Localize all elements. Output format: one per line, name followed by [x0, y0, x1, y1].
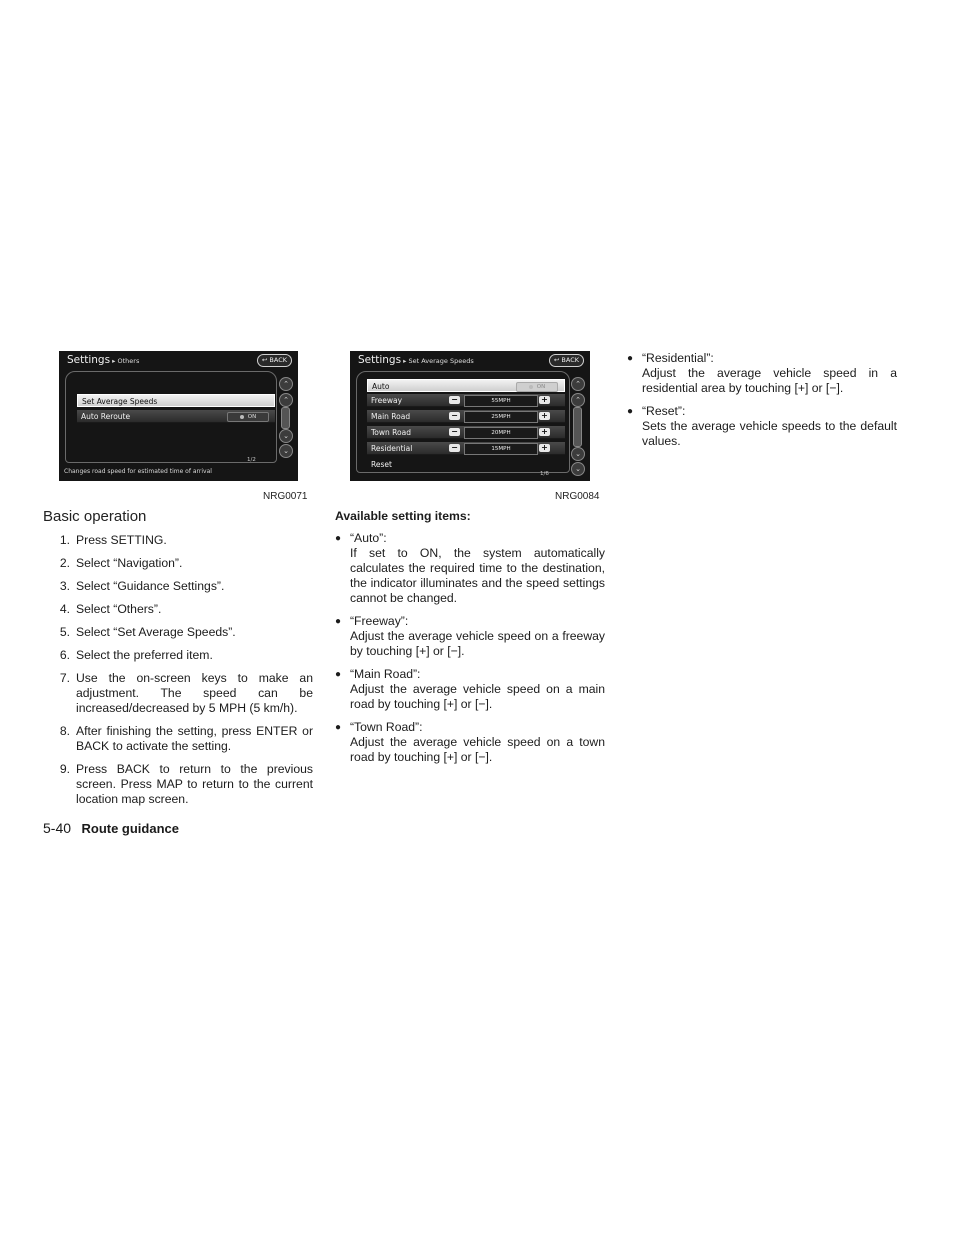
list-item: ● “Freeway”: Adjust the average vehicle speed on a freeway by touching [+] or [−]. [335, 614, 605, 658]
list-item-main-road: Main Road − 25MPH + [367, 410, 565, 423]
list-item: 1. Press SETTING. [59, 533, 167, 547]
section-heading: Basic operation [43, 508, 147, 525]
list-item: ● “Town Road”: Adjust the average vehicle speed on a town road by touching [+] or [−]. [335, 720, 605, 764]
bullet-dot: ● [335, 722, 342, 733]
list-item: 8. After finishing the setting, press ENTER or BACK to activate the setting. [59, 724, 313, 753]
scroll-down-icon: ⌄ [279, 444, 293, 458]
auto-reroute-toggle: ON [227, 412, 269, 422]
figure-code: NRG0084 [555, 491, 600, 502]
screen-title: Settings ▸ Set Average Speeds [358, 354, 474, 366]
section-title: Route guidance [81, 821, 179, 836]
list-item-freeway: Freeway − 55MPH + [367, 394, 565, 407]
list-item-auto-reroute: Auto Reroute ON [77, 410, 275, 423]
list-item: 2. Select “Navigation”. [59, 556, 183, 570]
list-item: 6. Select the preferred item. [59, 648, 213, 662]
bullet-dot: ● [335, 616, 342, 627]
indicator-dot-icon [240, 415, 244, 419]
bullet-dot: ● [627, 406, 634, 417]
list-item: 4. Select “Others”. [59, 602, 162, 616]
list-item-reset: Reset [371, 460, 392, 469]
minus-icon: − [449, 428, 460, 436]
list-item: 3. Select “Guidance Settings”. [59, 579, 225, 593]
auto-toggle: ON [516, 382, 558, 392]
list-item: ● “Reset”: Sets the average vehicle speeds to the default values. [627, 404, 897, 448]
speed-value: 55MPH [464, 395, 538, 407]
plus-icon: + [539, 428, 550, 436]
figure-code: NRG0071 [263, 491, 308, 502]
scroll-down-icon: ⌄ [571, 462, 585, 476]
right-items-list [627, 351, 897, 457]
scroll-down-icon: ⌄ [279, 429, 293, 443]
list-item-residential: Residential − 15MPH + [367, 442, 565, 455]
list-item: ● “Residential”: Adjust the average vehicle speed in a residential area by touching [+] or [−]. [627, 351, 897, 395]
list-item: 7. Use the on-screen keys to make an adjustment. The speed can be increased/decreased by 5 MPH (5 km/h). [59, 671, 313, 715]
plus-icon: + [539, 412, 550, 420]
bullet-dot: ● [335, 669, 342, 680]
bullet-dot: ● [627, 353, 634, 364]
list-item: 9. Press BACK to return to the previous screen. Press MAP to return to the current location map screen. [59, 762, 313, 806]
scroll-up-icon: ⌃ [571, 393, 585, 407]
minus-icon: − [449, 396, 460, 404]
bullet-dot: ● [335, 533, 342, 544]
settings-others-screenshot [59, 351, 298, 481]
screen-footer-text: Changes road speed for estimated time of arrival [64, 468, 212, 475]
indicator-dot-icon [529, 385, 533, 389]
list-item-set-average-speeds: Set Average Speeds [77, 394, 275, 407]
page-indicator: 1/2 [247, 457, 256, 463]
plus-icon: + [539, 444, 550, 452]
scrollbar [281, 407, 290, 429]
list-item: ● “Auto”: If set to ON, the system automatically calculates the required time to the destination, the indicator illuminates and the speed settings cannot be changed. [335, 531, 605, 605]
available-heading: Available setting items: [335, 509, 471, 523]
page-footer [43, 820, 179, 838]
list-item-auto: Auto ON [367, 379, 565, 392]
speed-value: 15MPH [464, 443, 538, 455]
back-button: ↩ BACK [549, 354, 584, 367]
set-average-speeds-screenshot [350, 351, 590, 481]
steps-list [50, 533, 313, 815]
screen-title: Settings ▸ Others [67, 354, 140, 366]
list-item: 5. Select “Set Average Speeds”. [59, 625, 236, 639]
speed-value: 25MPH [464, 411, 538, 423]
scroll-up-icon: ⌃ [279, 377, 293, 391]
list-item: ● “Main Road”: Adjust the average vehicle speed on a main road by touching [+] or [−]. [335, 667, 605, 711]
scroll-up-icon: ⌃ [571, 377, 585, 391]
available-items-list [335, 531, 605, 773]
scroll-up-icon: ⌃ [279, 393, 293, 407]
minus-icon: − [449, 412, 460, 420]
minus-icon: − [449, 444, 460, 452]
back-button: ↩ BACK [257, 354, 292, 367]
scroll-down-icon: ⌄ [571, 447, 585, 461]
page-indicator: 1/6 [540, 471, 549, 477]
list-item-town-road: Town Road − 20MPH + [367, 426, 565, 439]
plus-icon: + [539, 396, 550, 404]
speed-value: 20MPH [464, 427, 538, 439]
scrollbar [573, 407, 582, 447]
page-number: 5-40 [43, 820, 72, 836]
